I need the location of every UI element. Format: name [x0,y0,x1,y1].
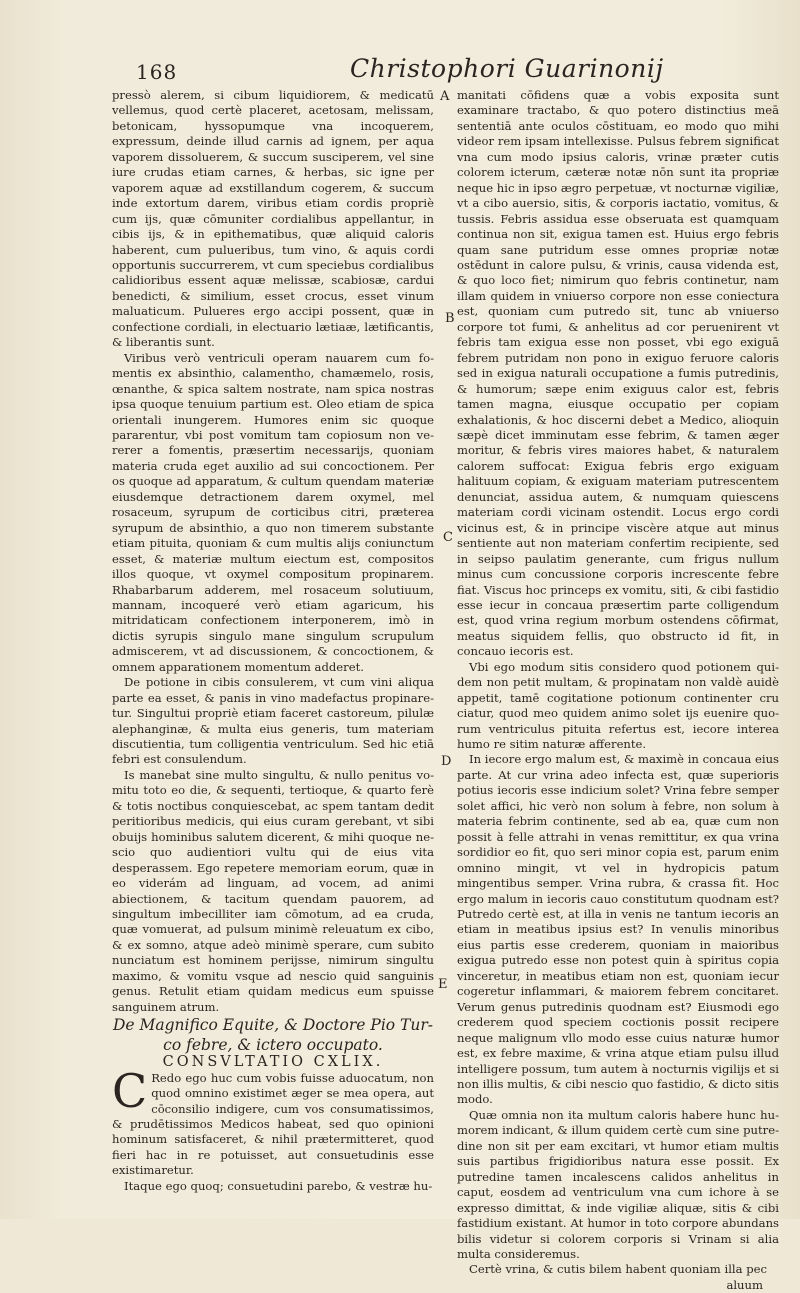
paragraph: Viribus verò ventriculi operam nauarem cum fomentis ex absinthio, calamentho, chamæmelo, rosis, œnanthe, & spica saltem nostrate, nam spica nostras ipsa quoque tenuium partium est. Oleo etiam de spica orientali inungerem. Humores enim sic quoque pararentur, vbi post vomitum tam copiosum non vererer a fomentis, præsertim necessarijs, quoniam materia cruda eget auxilio ad sui concoctionem. Per os quoque ad apparatum, & cultum quendam materiæ eiusdemque detractionem darem oxymel, mel rosaceum, syrupum de corticibus citri, præterea syrupum de absinthio, a quo non timerem substante etiam pituita, quoniam & cum multis alijs coniunctum esset, & materiæ multum eiectum est, compositos illos quoque, vt oxymel compositum propinarem. Rhabarbarum adderem, mel rosaceum solutiuum, mannam, incoqueré verò etiam agaricum, his mitridaticam confectionem interponerem, imò in dictis syrupis singulo mane singulum scrupulum admiscerem, vt ad discussionem, & concoctionem, & omnem apparationem momentum adderet. [112,350,434,674]
paragraph: pressò alerem, si cibum liquidiorem, & medicatū vellemus, quod certè placeret, acetosam, melissam, betonicam, hyssopumque vna incoquerem, expressum, deinde illud carnis ad ignem, per aqua vaporem dissoluerem, & succum susciperem, vel sine iure crudas etiam carnes, & herbas, sic igne per vaporem aquæ ad exstillandum cogerem, & succum inde extortum darem, viribus etiam cordis propriè cum ijs, quæ cōmuniter cordialibus appellantur, in cibis ijs, & in epithematibus, quæ aliquid caloris haberent, cum pulueribus, tum vino, & aquis cordi opportunis succurrerem, vt cum speciebus cordialibus calidioribus essent aquæ melissæ, scabiosæ, cardui benedicti, & similium, esset crocus, esset vinum maluaticum. Pulueres ergo accipi possent, quæ in confectione cordiali, in electuario lætiaæ, lætificantis, & liberantis sunt. [112,88,434,350]
page-number: 168 [136,60,178,84]
paragraph: manitati cōfidens quæ a vobis exposita sunt examinare tractabo, & quo potero distinctius meā sententiā ante oculos cōstituam, eo modo quo mihi videor rem ipsam intellexisse. Pulsus febrem significat vna cum modo ipsius caloris, vrinæ præter cutis colorem icterum, cæteræ notæ nōn sunt ita propriæ neque hic in ipso ægro perpetuæ, vt nocturnæ vigiliæ, vt a cibo auersio, sitis, & corporis iactatio, vomitus, & tussis. Febris assidua esse obseruata est quamquam continua non sit, exigua tamen est. Huius ergo febris quam sane putridum esse omnes propriæ notæ ostēdunt in calore pulsu, & vrinis, causa videnda est, & quo loco fiet; nimirum quo febris continetur, nam illam quidem in vniuerso corpore non esse coniectura est, quoniam cum putredo sit, tunc ab vniuerso corpore tot fumi, & anhelitus ad cor peruenirent vt febris tam exigua esse non posset, vbi ego exiguā febrem putridam non pono in exiguo feruore caloris sed in exigua naturali occupatione a fumis putredinis, & humorum; sæpe enim exiguus calor est, febris tamen magna, eiusque occupatio per copiam exhalationis, & hoc discerni debet a Medico, alioquin sæpè dicet imminutam esse febrim, & tamen æger moritur, & febris vires maiores habet, & naturalem calorem suffocat: Exigua febris ergo exiguam halituum copiam, & exiguam materiam putrescentem denunciat, assidua autem, & numquam quiescens materiam cordi vicinam ostendit. Locus ergo cordi vicinus est, & in principe viscère atque aut minus sentiente aut non materiam confertim recipiente, sed in seipso paulatim generante, cum frigus nullum minus cum concussione corporis increscente febre fiat. Viscus hoc princeps ex vomitu, siti, & cibi fastidio esse iecur in concaua præsertim parte colligendum est, quod vrina regium morbum ostendens cōfirmat, meatus siquidem fellis, quo obstructo id fit, in concauo iecoris est. [457,88,779,659]
margin-letter-b: B [445,311,455,326]
paragraph: Itaque ego quoq; consuetudini parebo, & vestræ hu- [124,1178,433,1193]
running-title: Christophori Guarinonij [350,54,664,83]
drop-cap: C [112,1063,148,1118]
paragraph: De potione in cibis consulerem, vt cum vini aliqua parte ea esset, & panis in vino madefactus propinaretur. Singultui propriè etiam faceret castoreum, pilulæ alephanginæ, & multa eius generis, tum materiam discutientia, tum colligentia ventriculum. Sed hic etiā febri est consulendum. [112,675,434,767]
consultation-title: CONSVLTATIO CXLIX. [162,1054,384,1071]
paragraph: Is manebat sine multo singultu, & nullo penitus vomitu toto eo die, & sequenti, tertioque, & quarto ferè & totis noctibus conquiescebat, ac spem tantam dedit peritioribus medicis, qui eius curam gerebant, vt sibi obuijs hominibus salutem dicerent, & mihi quoque nescio quo audientiori vultu qui de eius vita desperassem. Ego repetere memoriam eorum, quæ in eo viderám ad linguam, ad vocem, ad animi abiectionem, & tacitum quendam pauorem, ad singultum imbecilliter iam cōmotum, ad ea cruda, quæ vomuerat, ad pulsum minimè releuatum ex cibo, & ex somno, atque adeò minimè sperare, cum subito nunciatum est hominem perijsse, nimirum singultu maximo, & vomitu vsque ad nescio quid sanguinis genus. Retulit etiam quidam medicus eum spuisse sanguinem atrum. [112,767,434,1014]
right-column [457,88,779,1293]
margin-letter-c: C [443,530,453,545]
page-header [128,54,688,88]
paragraph: In iecore ergo malum est, & maximè in concaua eius parte. At cur vrina adeo infecta est, quæ superioris potius iecoris esse indicium solet? Vrina febre semper solet affici, hic verò non solum à febre, non solum à materia febrim continente, sed ab ea, quæ cum non possit à felle attrahi in venas remittitur, ex qua vrina sordidior eo fit, quo seri minor copia est, parum enim omnino mingit, vt vel in hydropicis patum mingentibus semper. Vrina rubra, & crassa fit. Hoc ergo malum in iecoris cauo constitutum quodnam est? Putredo certè est, at illa in venis ne tantum iecoris an etiam in meatibus ipsius est? In venulis minoribus eius partis esse crederem, quoniam in maioribus exigua putredo esse non potest quin à spiritus copia vinceretur, in meatibus etiam non est, quoniam iecur cogeretur inflammari, & maiorem febrem concitaret. Verum genus putredinis quodnam est? Eiusmodi ego crederem quod speciem coctionis possit recipere neque malignum vllo modo esse cuius naturæ humor est, ex febre maxime, & vrina atque etiam pulsu illud intelligere possum, tum autem à nocturnis vigilijs et si non illis multis, & cibi nescio quo fastidio, & dicto sitis modo. [457,752,779,1107]
margin-letter-a: A [440,89,450,104]
section-heading: De Magnifico Equite, & Doctore Pio Turco febre, & ictero occupato. [112,1016,434,1055]
paragraph: Certè vrina, & cutis bilem habent quoniam illa pec [469,1262,767,1277]
paragraph-text: Redo ego huc cum vobis fuisse aduocatum, non quod omnino existimet æger se mea opera, aut cōconsilio indigere, cum vos consumatissimos, & prudētissimos Medicos habeat, sed quo opinioni hominum satisfaceret, & nihil prætermitteret, quod fieri hac in re potuisset, aut consuetudinis esse existimaretur. [112,1070,434,1178]
paragraph: Vbi ego modum sitis considero quod potionem quidem non petit multam, & propinatam non valdè auidè appetit, tamē cogitatione potionum continenter cru ciatur, quod meo quidem animo solet ijs euenire quorum ventriculus pituita refertus est, iecore interea humo re sitim naturæ afferente. [457,659,779,752]
paragraph: Quæ omnia non ita multum caloris habere hunc humorem indicant, & illum quidem certè cum sine putredine non sit per eam excitari, vt humor etiam multis suis partibus frigidioribus natura esse possit. Ex putredine tamen incalescens calidos anhelitus in caput, eosdem ad ventriculum vna cum ichore à se expresso dimittat, & inde vigiliæ aliquæ, sitis & cibi fastidium existant. At humor in toto corpore abundans bilis videtur si colorem corporis si Vrinam si alia multa consideremus. [457,1107,779,1261]
left-column [112,88,434,1194]
margin-letter-e: E [438,977,448,992]
margin-letter-d: D [441,754,452,769]
paragraph [112,1063,434,1179]
catchword: aluum [726,1277,763,1292]
